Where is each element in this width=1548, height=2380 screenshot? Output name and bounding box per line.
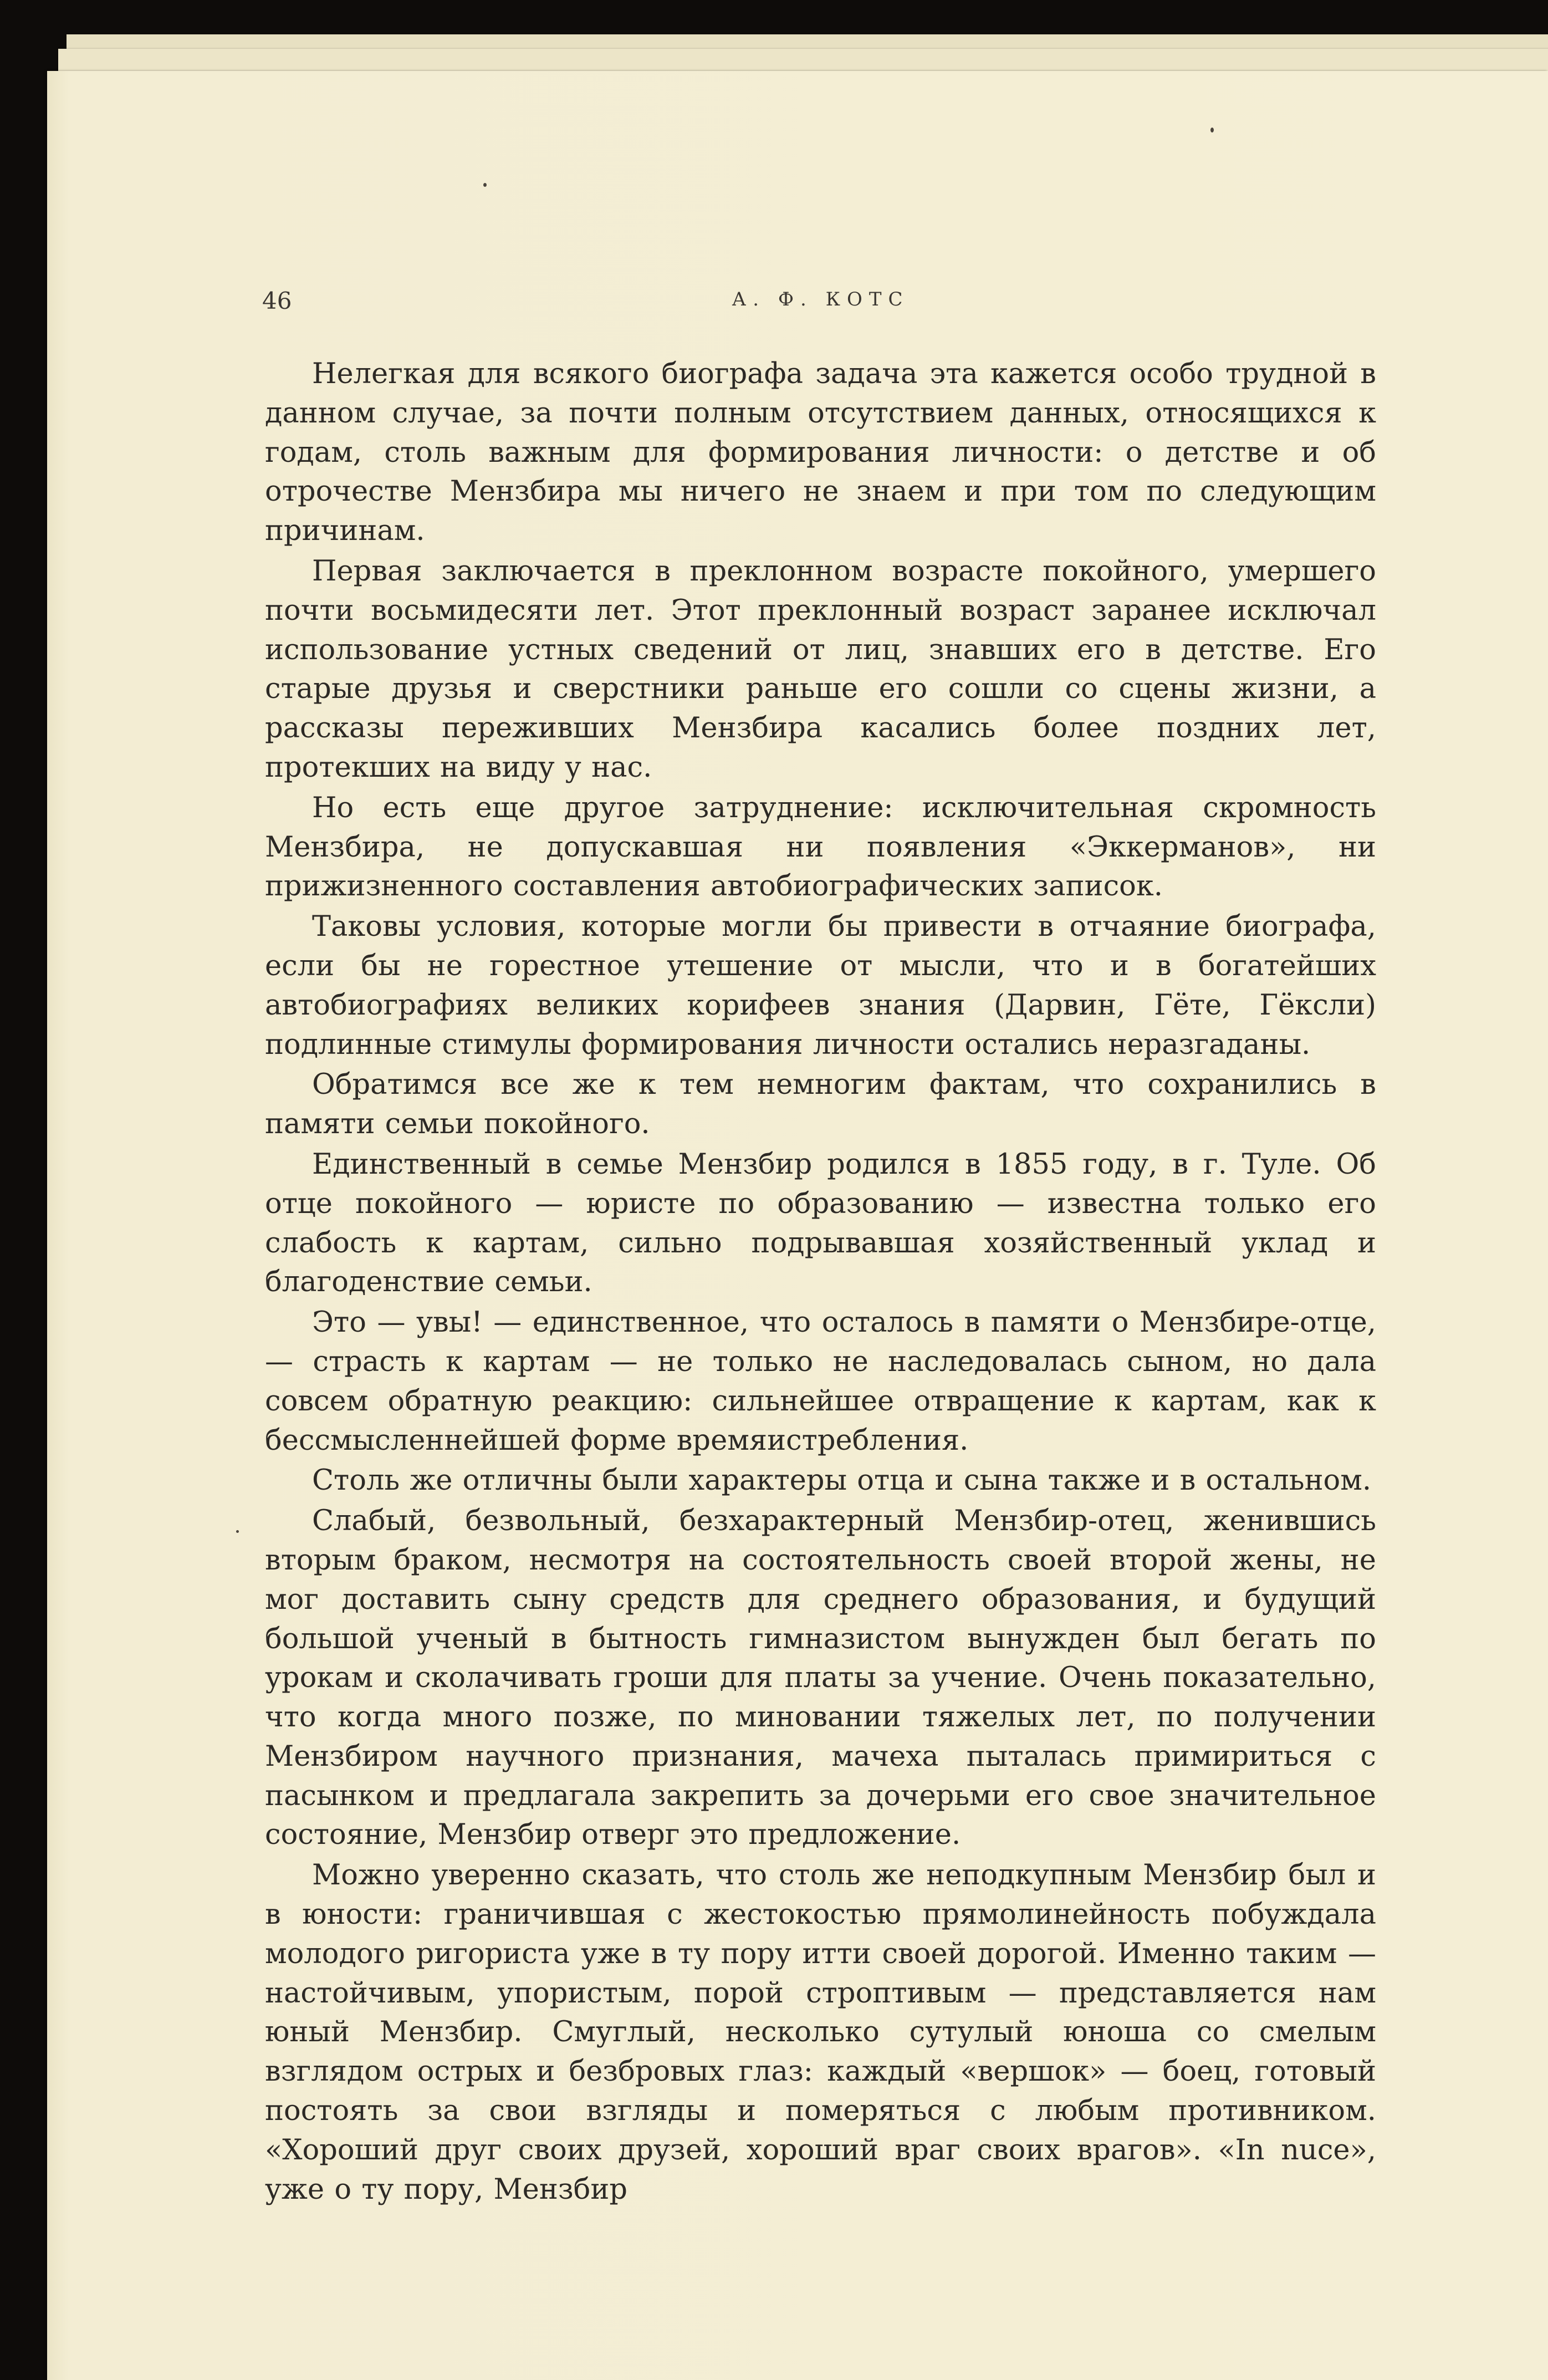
ink-speck bbox=[1210, 128, 1214, 132]
paragraph: Обратимся все же к тем немногим фактам, что сохранились в памяти семьи покойного. bbox=[265, 1068, 1376, 1141]
paragraph: Можно уверенно сказать, что столь же неподкупным Мензбир был и в юности: граничившая с жестокостью прямолинейность побуждала молодого ригориста уже в ту пору итти своей дорогой. Именно таким — настойчивым, упористым, порой строптивым — представляется нам юный Мензбир. Смуглый, несколько сутулый юноша со смелым взглядом острых и безбровых глаз: каждый «вершок» — боец, готовый постоять за свои взгляды и померяться с любым противником. «Хороший друг своих друзей, хороший враг своих врагов». «In nuce», уже о ту пору, Мензбир bbox=[265, 1859, 1376, 2206]
running-head-author: А. Ф. КОТС bbox=[732, 288, 910, 310]
paragraph: Нелегкая для всякого биографа задача эта кажется особо трудной в данном случае, за почти полным отсутствием данных, относящихся к годам, столь важным для формирования личности: о детстве и об отрочестве Мензбира мы ничего не знаем и при том по следующим причинам. bbox=[265, 358, 1376, 548]
paragraph: Слабый, безвольный, безхарактерный Мензбир-отец, женившись вторым браком, несмотря на состоятельность своей второй жены, не мог доставить сыну средств для среднего образования, и будущий большой ученый в бытность гимназистом вынужден был бегать по урокам и сколачивать гроши для платы за учение. Очень показательно, что когда много позже, по миновании тяжелых лет, по получении Мензбиром научного признания, мачеха пыталась примириться с пасынком и предлагала закрепить за дочерьми его свое значительное состояние, Мензбир отверг это предложение. bbox=[265, 1505, 1376, 1852]
paragraph: Таковы условия, которые могли бы привести в отчаяние биографа, если бы не горестное утешение от мысли, что и в богатейших автобиографиях великих корифеев знания (Дарвин, Гёте, Гёксли) подлинные стимулы формирования личности остались неразгаданы. bbox=[265, 910, 1376, 1061]
ink-speck bbox=[483, 183, 487, 187]
paragraph: Единственный в семье Мензбир родился в 1855 году, в г. Туле. Об отце покойного — юристе по образованию — известна только его слабость к картам, сильно подрывавшая хозяйственный уклад и благоденствие семьи. bbox=[265, 1148, 1376, 1299]
ink-speck bbox=[236, 1530, 239, 1533]
page-number: 46 bbox=[262, 287, 292, 314]
paragraph: Но есть еще другое затруднение: исключительная скромность Мензбира, не допускавшая ни появления «Эккерманов», ни прижизненного составления автобиографических записок. bbox=[265, 791, 1376, 903]
article-body bbox=[265, 355, 1376, 2209]
paragraph: Первая заключается в преклонном возрасте покойного, умершего почти восьмидесяти лет. Этот преклонный возраст заранее исключал использование устных сведений от лиц, знавших его в детстве. Его старые друзья и сверстники раньше его сошли со сцены жизни, а рассказы переживших Мензбира касались более поздних лет, протекших на виду у нас. bbox=[265, 554, 1376, 784]
paragraph: Столь же отличны были характеры отца и сына также и в остальном. bbox=[312, 1464, 1372, 1497]
paragraph: Это — увы! — единственное, что осталось в памяти о Мензбире-отце,— страсть к картам — не только не наследовалась сыном, но дала совсем обратную реакцию: сильнейшее отвращение к картам, как к бессмысленнейшей форме времяистребления. bbox=[265, 1306, 1376, 1457]
running-head bbox=[262, 287, 1379, 332]
